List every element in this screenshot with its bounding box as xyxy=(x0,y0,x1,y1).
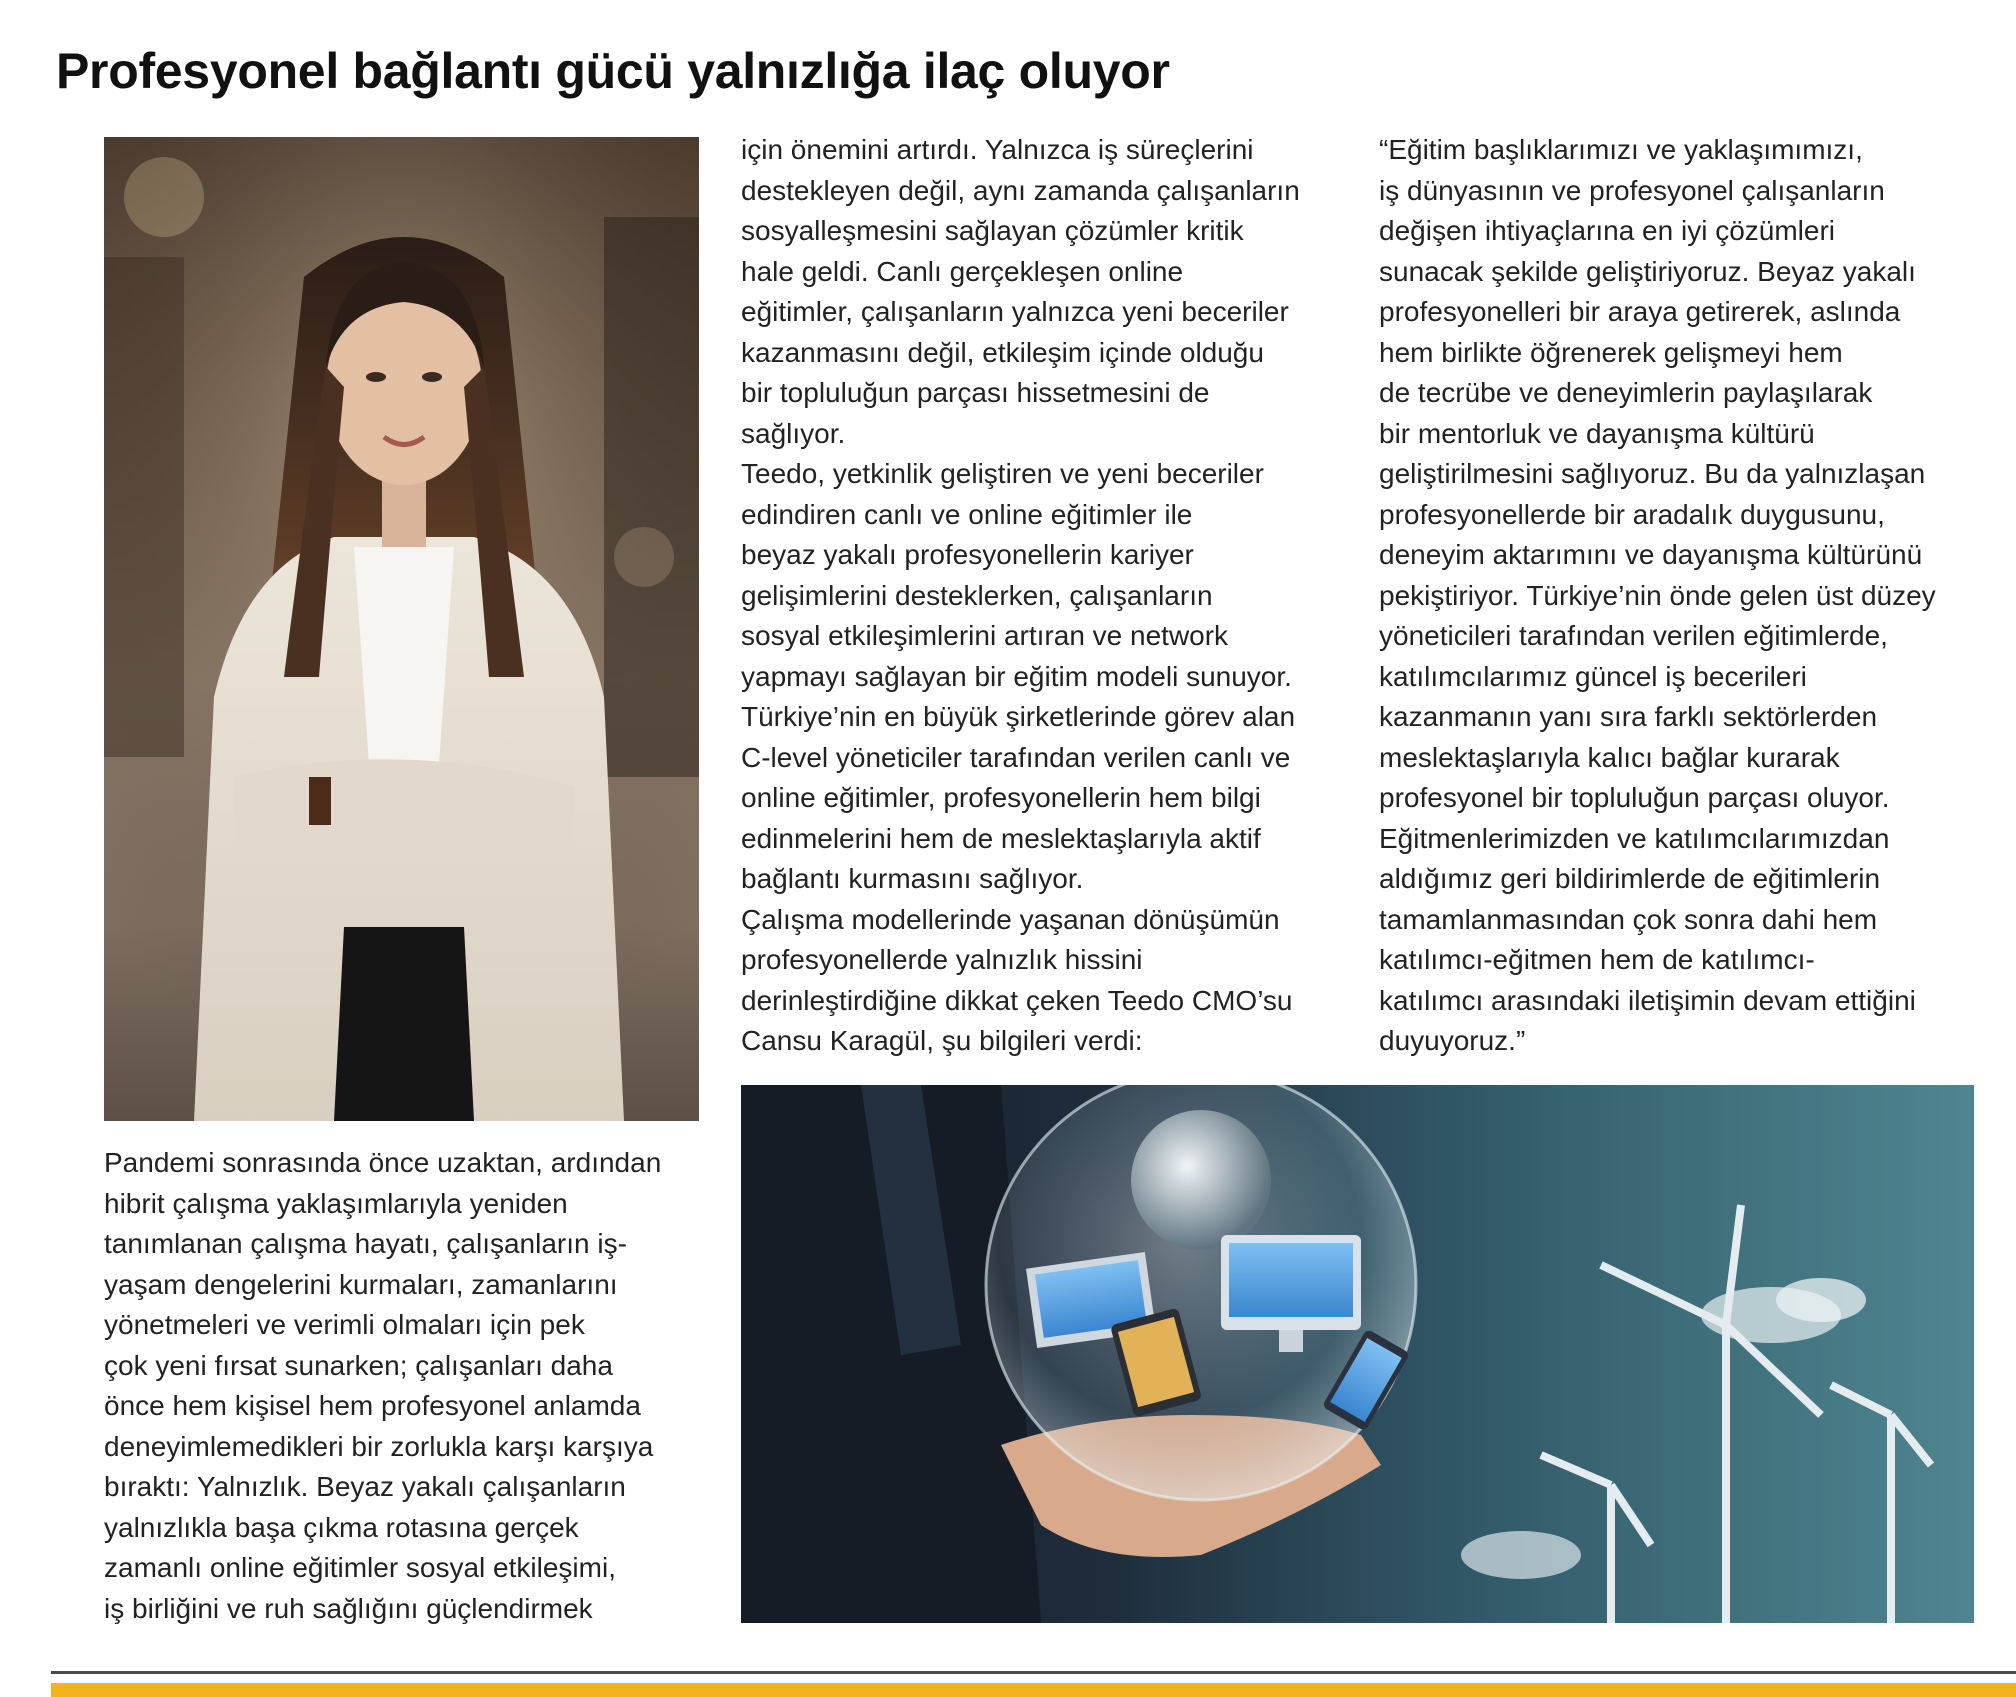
portrait-photo xyxy=(104,137,699,1121)
left-column-text xyxy=(104,1143,724,1629)
left-column-paragraph: Pandemi sonrasında önce uzaktan, ardından hibrit çalışma yaklaşımlarıyla yeniden tanımlanan çalışma hayatı, çalışanların iş- yaşam dengelerini kurmaları, zamanlarını yönetmeleri ve verimli olmaları için pek çok yeni fırsat sunarken; çalışanları daha önce hem kişisel hem profesyonel anlamda deneyimlemedikleri bir zorlukla karşı karşıya bıraktı: Yalnızlık. Beyaz yakalı çalışanların yalnızlıkla başa çıkma rotasına gerçek zamanlı online eğitimler sosyal etkileşimi, iş birliğini ve ruh sağlığını güçlendirmek xyxy=(104,1147,662,1624)
footer-divider xyxy=(51,1671,2016,1674)
right-column xyxy=(1379,130,1989,1062)
middle-paragraph-3: Çalışma modellerinde yaşanan dönüşümün profesyonellerde yalnızlık hissini derinleştirdiğine dikkat çeken Teedo CMO’su Cansu Karagül, şu bilgileri verdi: xyxy=(741,903,1293,1056)
footer-accent-bar xyxy=(51,1683,2016,1697)
article-title: Profesyonel bağlantı gücü yalnızlığa ilaç oluyor xyxy=(56,43,1170,99)
middle-paragraph-1: için önemini artırdı. Yalnızca iş süreçlerini destekleyen değil, aynı zamanda çalışanların sosyalleşmesini sağlayan çözümler kritik hale geldi. Canlı gerçekleşen online eğitimler, çalışanların yalnızca yeni beceriler kazanmasını değil, etkileşim içinde olduğu bir topluluğun parçası hissetmesini de sağlıyor. xyxy=(741,134,1300,449)
middle-paragraph-2: Teedo, yetkinlik geliştiren ve yeni beceriler edindiren canlı ve online eğitimler ile beyaz yakalı profesyonellerin kariyer gelişimlerini desteklerken, çalışanların sosyal etkileşimlerini artıran ve network yapmayı sağlayan bir eğitim modeli sunuyor. Türkiye’nin en büyük şirketlerinde görev alan C-level yöneticiler tarafından verilen canlı ve online eğitimler, profesyonellerin hem bilgi edinmelerini hem de meslektaşlarıyla aktif bağlantı kurmasını sağlıyor. xyxy=(741,458,1296,894)
technology-globe-photo xyxy=(741,1085,1974,1623)
quote-paragraph: “Eğitim başlıklarımızı ve yaklaşımımızı, iş dünyasının ve profesyonel çalışanların değişen ihtiyaçlarına en iyi çözümleri sunacak şekilde geliştiriyoruz. Beyaz yakalı profesyonelleri bir araya getirerek, aslında hem birlikte öğrenerek gelişmeyi hem de tecrübe ve deneyimlerin paylaşılarak bir mentorluk ve dayanışma kültürü geliştirilmesini sağlıyoruz. Bu da yalnızlaşan profesyonellerde bir aradalık duygusunu, deneyim aktarımını ve dayanışma kültürünü pekiştiriyor. Türkiye’nin önde gelen üst düzey yöneticileri tarafından verilen eğitimlerde, katılımcılarımız güncel iş becerileri kazanmanın yanı sıra farklı sektörlerden meslektaşlarıyla kalıcı bağlar kurarak profesyonel bir topluluğun parçası oluyor. Eğitmenlerimizden ve katılımcılarımızdan aldığımız geri bildirimlerde de eğitimlerin tamamlanmasından çok sonra dahi hem katılımcı-eğitmen hem de katılımcı- katılımcı arasındaki iletişimin devam ettiğini duyuyoruz.” xyxy=(1379,134,1936,1056)
middle-column xyxy=(741,130,1341,1062)
